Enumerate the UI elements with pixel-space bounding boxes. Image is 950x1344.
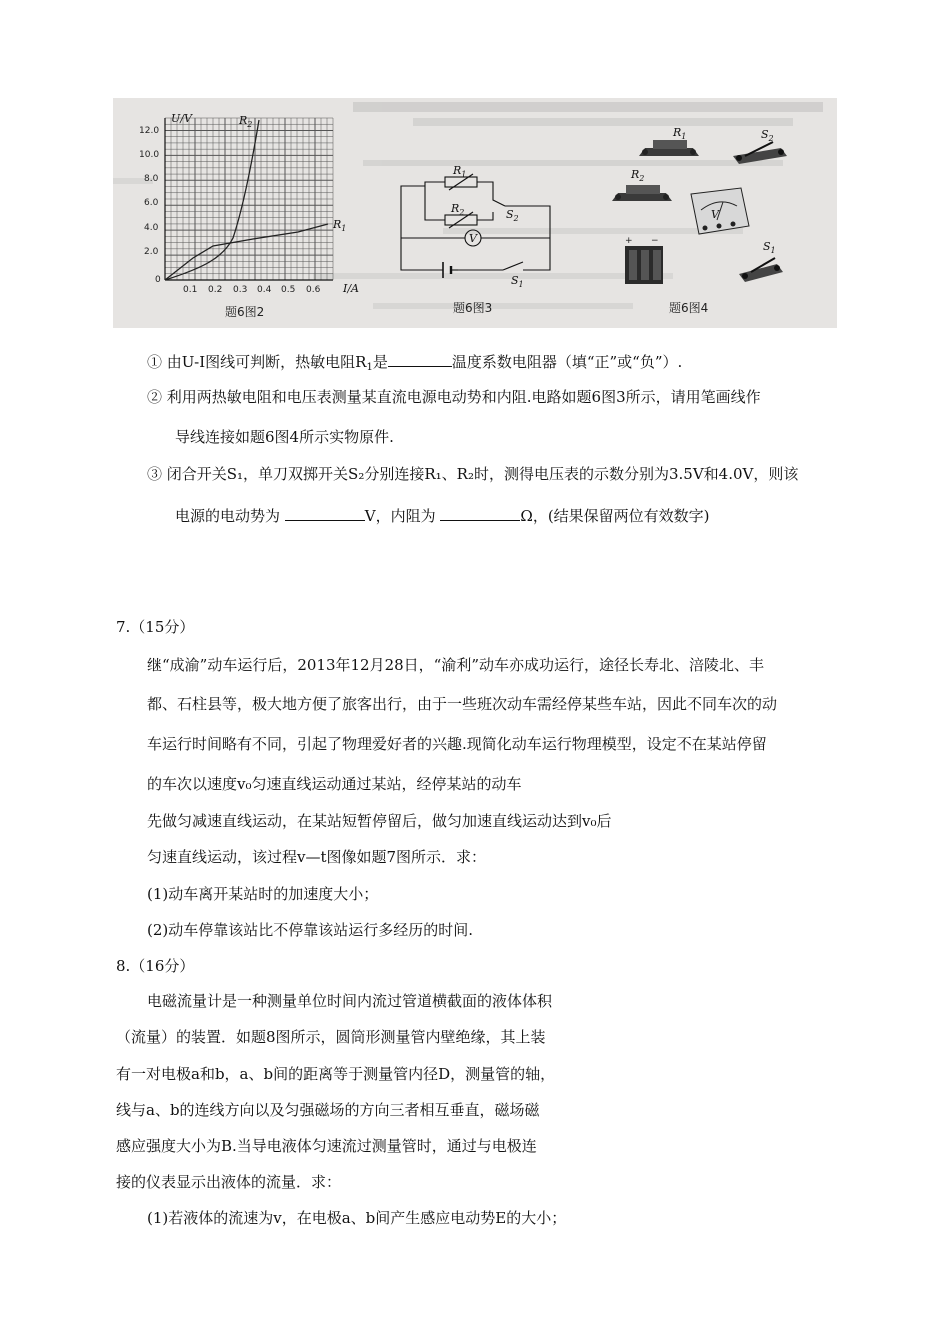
- fig2-xtick: 0.4: [257, 285, 272, 295]
- fig3-r1-label: $R_1$: [453, 164, 467, 179]
- q6-item1: [147, 350, 682, 372]
- fig4-s2-label: $S_2$: [761, 128, 774, 143]
- fig2-xtick: 0.5: [281, 285, 296, 295]
- q6-item2-line1: ② 利用两热敏电阻和电压表测量某直流电源电动势和内阻.电路如题6图3所示，请用笔画线作: [147, 388, 761, 406]
- fig2-xtick: 0.2: [208, 285, 223, 295]
- fig2-ytick: 12.0: [139, 126, 160, 136]
- q8-subquestion: (1)若液体的流速为v，在电极a、b间产生感应电动势E的大小；: [147, 1209, 567, 1227]
- fig4-r2-block: [612, 185, 672, 201]
- fig3-v-label: V: [469, 232, 477, 245]
- q8-line: 线与a、b的连线方向以及匀强磁场的方向三者相互垂直，磁场磁: [116, 1101, 540, 1119]
- q8-line: （流量）的装置．如题8图所示，圆筒形测量管内壁绝缘，其上装: [116, 1028, 546, 1046]
- q7-line: 先做匀减速直线运动，在某站短暂停留后，做匀加速直线运动达到v₀后: [147, 812, 612, 830]
- fig4-battery: [625, 236, 663, 284]
- fig4-r1-block: [639, 140, 699, 156]
- fig2-caption: 题6图2: [225, 305, 265, 319]
- q6-item1-pre: ① 由U-I图线可判断，热敏电阻R: [147, 353, 367, 371]
- figures-svg: [113, 98, 837, 328]
- q6-item1-tail: 温度系数电阻器（填“正”或“负”）.: [451, 353, 683, 371]
- q6-blank-sign[interactable]: [388, 350, 452, 367]
- fig2-r2-label: $R_2$: [239, 114, 253, 129]
- q8-header: 8.（16分）: [116, 957, 195, 975]
- fig2-graph: [139, 112, 359, 319]
- fig2-grid: [165, 118, 333, 280]
- fig4-battery-minus: −: [651, 236, 659, 246]
- q6-item3-line1: ③ 闭合开关S₁，单刀双掷开关S₂分别连接R₁、R₂时，测得电压表的示数分别为3.5V和4.0V，则该: [147, 465, 799, 483]
- q6-item1-sub: 1: [366, 362, 373, 373]
- fig4-caption: 题6图4: [669, 301, 709, 315]
- q8-line: 感应强度大小为B.当导电液体匀速流过测量管时，通过与电极连: [116, 1137, 537, 1155]
- q6-item3-line2: [175, 504, 710, 526]
- fig2-r1-label: $R_1$: [333, 218, 347, 233]
- fig4-r2-label: $R_2$: [631, 168, 645, 183]
- fig3-s1-label: $S_1$: [511, 274, 524, 289]
- q7-line: 都、石柱县等，极大地方便了旅客出行，由于一些班次动车需经停某些车站，因此不同车次的动: [147, 695, 778, 713]
- q8-line: 电磁流量计是一种测量单位时间内流过管道横截面的液体体积: [147, 992, 553, 1010]
- q8-line: 接的仪表显示出液体的流量．求：: [116, 1173, 342, 1191]
- fig2-y-label: U/V: [171, 112, 192, 125]
- q7-line: 的车次以速度v₀匀速直线运动通过某站，经停某站的动车: [147, 775, 522, 793]
- fig3-r2-label: $R_2$: [451, 202, 465, 217]
- fig2-xtick: 0.1: [183, 285, 198, 295]
- fig2-ytick: 10.0: [139, 150, 160, 160]
- q7-subquestion: (2)动车停靠该站比不停靠该站运行多经历的时间.: [147, 921, 474, 939]
- q6-blank-emf[interactable]: [285, 504, 365, 521]
- fig4-r1-label: $R_1$: [673, 126, 687, 141]
- q6-item3-pre: 电源的电动势为: [175, 507, 285, 525]
- q6-blank-resistance[interactable]: [440, 504, 520, 521]
- q6-item2-line2: 导线连接如题6图4所示实物原件.: [175, 428, 394, 446]
- q7-line: 车运行时间略有不同，引起了物理爱好者的兴趣.现简化动车运行物理模型，设定不在某站停留: [147, 735, 767, 753]
- fig2-ytick: 8.0: [144, 174, 159, 184]
- fig2-curve-r2: [165, 120, 259, 280]
- fig2-ytick: 2.0: [144, 247, 159, 257]
- fig2-xtick: 0.3: [233, 285, 248, 295]
- q7-header: 7.（15分）: [116, 618, 195, 636]
- fig3-s2-label: $S_2$: [506, 208, 519, 223]
- figure-strip: [113, 98, 837, 328]
- fig3-circuit: [401, 174, 550, 278]
- q6-item3-mid: V，内阻为: [364, 507, 441, 525]
- q7-subquestion: (1)动车离开某站时的加速度大小；: [147, 885, 379, 903]
- fig2-ytick: 6.0: [144, 198, 159, 208]
- q8-line: 有一对电极a和b，a、b间的距离等于测量管内径D，测量管的轴，: [116, 1065, 556, 1083]
- fig4-s1-switch: [739, 258, 783, 282]
- fig4-voltmeter: [691, 188, 749, 234]
- fig4-v-label: V: [711, 208, 719, 221]
- fig2-x-label: I/A: [343, 282, 359, 295]
- q7-line: 匀速直线运动，该过程v—t图像如题7图所示．求：: [147, 848, 487, 866]
- fig4-battery-plus: +: [625, 236, 633, 246]
- fig2-xtick: 0.6: [306, 285, 321, 295]
- fig3-caption: 题6图3: [453, 301, 493, 315]
- fig4-s1-label: $S_1$: [763, 240, 776, 255]
- q6-item1-post: 是: [372, 353, 388, 371]
- fig3-s1-switch: [503, 262, 523, 270]
- fig2-ytick: 4.0: [144, 223, 159, 233]
- q6-item3-post: Ω，(结果保留两位有效数字): [520, 507, 710, 525]
- q7-line: 继“成渝”动车运行后，2013年12月28日，“渝利”动车亦成功运行，途径长寿北、涪陵北、丰: [147, 656, 765, 674]
- fig4-components: [612, 126, 787, 315]
- fig2-ytick: 0: [155, 275, 161, 285]
